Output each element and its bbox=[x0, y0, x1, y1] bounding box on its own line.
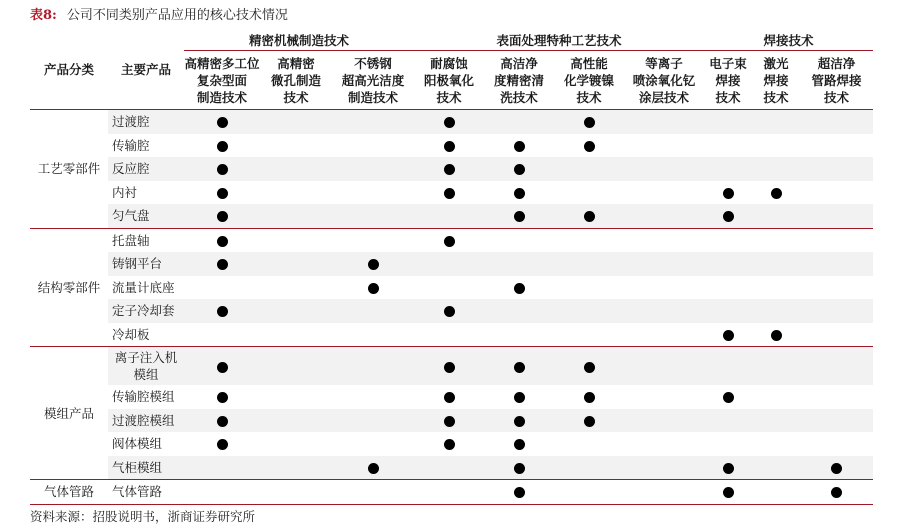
mark-cell bbox=[800, 409, 873, 433]
product-cell: 气体管路 bbox=[108, 480, 184, 505]
mark-cell bbox=[800, 110, 873, 134]
mark-cell bbox=[260, 134, 332, 158]
header-tech-2: 不锈钢 超高光洁度 制造技术 bbox=[332, 51, 414, 110]
mark-cell bbox=[704, 276, 752, 300]
mark-cell bbox=[260, 181, 332, 205]
mark-cell bbox=[484, 432, 554, 456]
applied-dot-icon bbox=[831, 487, 842, 498]
applied-dot-icon bbox=[368, 259, 379, 270]
mark-cell bbox=[554, 204, 624, 228]
mark-cell bbox=[184, 181, 260, 205]
header-tech-5: 高性能 化学镀镍 技术 bbox=[554, 51, 624, 110]
mark-cell bbox=[184, 134, 260, 158]
applied-dot-icon bbox=[217, 259, 228, 270]
mark-cell bbox=[260, 409, 332, 433]
product-cell: 传输腔 bbox=[112, 137, 150, 153]
applied-dot-icon bbox=[217, 362, 228, 373]
applied-dot-icon bbox=[368, 463, 379, 474]
mark-cell bbox=[624, 204, 704, 228]
mark-cell bbox=[260, 480, 332, 505]
mark-cell bbox=[704, 110, 752, 134]
mark-cell bbox=[554, 157, 624, 181]
applied-dot-icon bbox=[514, 188, 525, 199]
mark-cell bbox=[414, 347, 484, 386]
mark-cell bbox=[484, 276, 554, 300]
mark-cell bbox=[414, 228, 484, 252]
applied-dot-icon bbox=[217, 416, 228, 427]
mark-cell bbox=[752, 181, 800, 205]
mark-cell bbox=[624, 409, 704, 433]
mark-cell bbox=[752, 134, 800, 158]
applied-dot-icon bbox=[217, 211, 228, 222]
mark-cell bbox=[260, 204, 332, 228]
mark-cell bbox=[624, 276, 704, 300]
mark-cell bbox=[752, 157, 800, 181]
mark-cell bbox=[752, 480, 800, 505]
applied-dot-icon bbox=[368, 283, 379, 294]
mark-cell bbox=[414, 276, 484, 300]
mark-cell bbox=[260, 385, 332, 409]
table-row bbox=[30, 323, 873, 347]
table-header bbox=[30, 30, 873, 110]
product-cell: 铸钢平台 bbox=[108, 252, 184, 276]
mark-cell bbox=[184, 480, 260, 505]
table-row bbox=[30, 134, 873, 158]
mark-cell bbox=[332, 480, 414, 505]
header-group-machining: 精密机械制造技术 bbox=[184, 30, 414, 51]
mark-cell bbox=[554, 276, 624, 300]
mark-cell bbox=[484, 456, 554, 480]
mark-cell bbox=[624, 480, 704, 505]
mark-cell bbox=[800, 157, 873, 181]
applied-dot-icon bbox=[723, 330, 734, 341]
applied-dot-icon bbox=[217, 392, 228, 403]
applied-dot-icon bbox=[444, 188, 455, 199]
applied-dot-icon bbox=[514, 487, 525, 498]
mark-cell bbox=[704, 456, 752, 480]
mark-cell bbox=[752, 110, 800, 134]
applied-dot-icon bbox=[217, 141, 228, 152]
mark-cell bbox=[704, 228, 752, 252]
mark-cell bbox=[704, 323, 752, 347]
mark-cell bbox=[414, 110, 484, 134]
mark-cell bbox=[184, 456, 260, 480]
mark-cell bbox=[704, 385, 752, 409]
applied-dot-icon bbox=[217, 439, 228, 450]
mark-cell bbox=[800, 299, 873, 323]
mark-cell bbox=[800, 134, 873, 158]
mark-cell bbox=[484, 480, 554, 505]
header-group-surface: 表面处理特种工艺技术 bbox=[414, 30, 704, 51]
table-row bbox=[30, 409, 873, 433]
technology-matrix-table bbox=[30, 30, 873, 505]
mark-cell bbox=[704, 181, 752, 205]
mark-cell bbox=[184, 299, 260, 323]
applied-dot-icon bbox=[514, 211, 525, 222]
applied-dot-icon bbox=[514, 141, 525, 152]
mark-cell bbox=[260, 157, 332, 181]
mark-cell bbox=[554, 323, 624, 347]
header-tech-7: 电子束 焊接 技术 bbox=[704, 51, 752, 110]
product-cell: 过渡腔模组 bbox=[108, 409, 184, 433]
applied-dot-icon bbox=[584, 392, 595, 403]
product-cell: 传输腔模组 bbox=[112, 389, 175, 405]
mark-cell bbox=[414, 181, 484, 205]
applied-dot-icon bbox=[217, 117, 228, 128]
table-row bbox=[30, 276, 873, 300]
applied-dot-icon bbox=[584, 362, 595, 373]
mark-cell bbox=[332, 432, 414, 456]
mark-cell bbox=[752, 276, 800, 300]
applied-dot-icon bbox=[771, 188, 782, 199]
mark-cell bbox=[332, 181, 414, 205]
applied-dot-icon bbox=[723, 463, 734, 474]
mark-cell bbox=[752, 323, 800, 347]
applied-dot-icon bbox=[514, 392, 525, 403]
mark-cell bbox=[414, 204, 484, 228]
header-tech-3: 耐腐蚀 阳极氧化 技术 bbox=[414, 51, 484, 110]
mark-cell bbox=[484, 181, 554, 205]
mark-cell bbox=[752, 299, 800, 323]
mark-cell bbox=[554, 181, 624, 205]
mark-cell bbox=[800, 480, 873, 505]
mark-cell bbox=[414, 299, 484, 323]
mark-cell bbox=[554, 299, 624, 323]
mark-cell bbox=[260, 252, 332, 276]
mark-cell bbox=[752, 432, 800, 456]
mark-cell bbox=[484, 204, 554, 228]
applied-dot-icon bbox=[444, 416, 455, 427]
mark-cell bbox=[414, 323, 484, 347]
mark-cell bbox=[414, 456, 484, 480]
header-tech-6: 等离子 喷涂氧化钇 涂层技术 bbox=[624, 51, 704, 110]
applied-dot-icon bbox=[584, 211, 595, 222]
mark-cell bbox=[260, 432, 332, 456]
mark-cell bbox=[624, 181, 704, 205]
table-row bbox=[30, 228, 873, 252]
applied-dot-icon bbox=[723, 392, 734, 403]
mark-cell bbox=[332, 228, 414, 252]
mark-cell bbox=[704, 157, 752, 181]
mark-cell bbox=[704, 252, 752, 276]
mark-cell bbox=[624, 252, 704, 276]
mark-cell bbox=[752, 456, 800, 480]
mark-cell bbox=[752, 204, 800, 228]
applied-dot-icon bbox=[584, 117, 595, 128]
table-row bbox=[30, 385, 873, 409]
mark-cell bbox=[752, 385, 800, 409]
header-tech-1: 高精密 微孔制造 技术 bbox=[260, 51, 332, 110]
mark-cell bbox=[184, 347, 260, 386]
header-tech-4: 高洁净 度精密清 洗技术 bbox=[484, 51, 554, 110]
mark-cell bbox=[484, 347, 554, 386]
mark-cell bbox=[332, 110, 414, 134]
mark-cell bbox=[800, 323, 873, 347]
product-cell: 离子注入机 模组 bbox=[108, 347, 184, 386]
applied-dot-icon bbox=[514, 164, 525, 175]
mark-cell bbox=[414, 480, 484, 505]
table-row bbox=[30, 347, 873, 386]
mark-cell bbox=[624, 385, 704, 409]
mark-cell bbox=[554, 252, 624, 276]
applied-dot-icon bbox=[217, 306, 228, 317]
mark-cell bbox=[624, 299, 704, 323]
applied-dot-icon bbox=[723, 188, 734, 199]
mark-cell bbox=[484, 157, 554, 181]
mark-cell bbox=[554, 432, 624, 456]
applied-dot-icon bbox=[444, 141, 455, 152]
applied-dot-icon bbox=[444, 392, 455, 403]
table-row bbox=[30, 480, 873, 505]
product-cell: 定子冷却套 bbox=[108, 299, 184, 323]
mark-cell bbox=[414, 134, 484, 158]
table-row bbox=[30, 181, 873, 205]
applied-dot-icon bbox=[514, 463, 525, 474]
mark-cell bbox=[332, 299, 414, 323]
header-group-welding: 焊接技术 bbox=[704, 30, 873, 51]
mark-cell bbox=[752, 409, 800, 433]
mark-cell bbox=[184, 385, 260, 409]
mark-cell bbox=[332, 157, 414, 181]
table-body bbox=[30, 110, 873, 505]
mark-cell bbox=[260, 276, 332, 300]
mark-cell bbox=[752, 228, 800, 252]
source-note: 资料来源：招股说明书，浙商证券研究所 bbox=[30, 509, 256, 524]
product-cell: 匀气盘 bbox=[108, 204, 184, 228]
table-row bbox=[30, 432, 873, 456]
table-caption: 公司不同类别产品应用的核心技术情况 bbox=[66, 8, 288, 23]
mark-cell bbox=[800, 456, 873, 480]
mark-cell bbox=[704, 134, 752, 158]
table-title bbox=[30, 4, 288, 23]
mark-cell bbox=[260, 347, 332, 386]
mark-cell bbox=[332, 134, 414, 158]
mark-cell bbox=[800, 228, 873, 252]
mark-cell bbox=[332, 385, 414, 409]
applied-dot-icon bbox=[217, 164, 228, 175]
mark-cell bbox=[624, 110, 704, 134]
mark-cell bbox=[414, 385, 484, 409]
mark-cell bbox=[184, 204, 260, 228]
mark-cell bbox=[484, 385, 554, 409]
mark-cell bbox=[624, 228, 704, 252]
header-tech-8: 激光 焊接 技术 bbox=[752, 51, 800, 110]
mark-cell bbox=[704, 480, 752, 505]
mark-cell bbox=[624, 157, 704, 181]
mark-cell bbox=[554, 134, 624, 158]
mark-cell bbox=[624, 323, 704, 347]
applied-dot-icon bbox=[831, 463, 842, 474]
mark-cell bbox=[332, 204, 414, 228]
mark-cell bbox=[184, 228, 260, 252]
applied-dot-icon bbox=[444, 306, 455, 317]
category-cell: 模组产品 bbox=[30, 347, 108, 480]
mark-cell bbox=[800, 432, 873, 456]
mark-cell bbox=[624, 347, 704, 386]
mark-cell bbox=[624, 456, 704, 480]
table-row bbox=[30, 110, 873, 134]
mark-cell bbox=[332, 347, 414, 386]
mark-cell bbox=[184, 110, 260, 134]
mark-cell bbox=[554, 347, 624, 386]
mark-cell bbox=[414, 157, 484, 181]
mark-cell bbox=[414, 432, 484, 456]
mark-cell bbox=[484, 323, 554, 347]
mark-cell bbox=[800, 181, 873, 205]
category-cell: 结构零部件 bbox=[30, 228, 108, 347]
applied-dot-icon bbox=[444, 117, 455, 128]
mark-cell bbox=[554, 456, 624, 480]
mark-cell bbox=[484, 409, 554, 433]
mark-cell bbox=[484, 110, 554, 134]
mark-cell bbox=[484, 252, 554, 276]
applied-dot-icon bbox=[444, 362, 455, 373]
mark-cell bbox=[332, 456, 414, 480]
mark-cell bbox=[704, 204, 752, 228]
mark-cell bbox=[260, 456, 332, 480]
mark-cell bbox=[332, 252, 414, 276]
header-tech-0: 高精密多工位 复杂型面 制造技术 bbox=[184, 51, 260, 110]
applied-dot-icon bbox=[514, 283, 525, 294]
mark-cell bbox=[752, 347, 800, 386]
mark-cell bbox=[332, 276, 414, 300]
applied-dot-icon bbox=[771, 330, 782, 341]
product-cell: 冷却板 bbox=[108, 323, 184, 347]
mark-cell bbox=[554, 385, 624, 409]
header-group-row bbox=[30, 30, 873, 51]
table-row bbox=[30, 252, 873, 276]
applied-dot-icon bbox=[217, 188, 228, 199]
applied-dot-icon bbox=[584, 416, 595, 427]
applied-dot-icon bbox=[444, 164, 455, 175]
mark-cell bbox=[704, 409, 752, 433]
header-product: 主要产品 bbox=[108, 30, 184, 110]
product-cell: 阀体模组 bbox=[112, 436, 163, 452]
applied-dot-icon bbox=[217, 236, 228, 247]
product-cell: 气柜模组 bbox=[108, 456, 184, 480]
mark-cell bbox=[800, 385, 873, 409]
mark-cell bbox=[484, 299, 554, 323]
mark-cell bbox=[752, 252, 800, 276]
product-cell: 过渡腔 bbox=[108, 110, 184, 134]
mark-cell bbox=[800, 347, 873, 386]
mark-cell bbox=[260, 299, 332, 323]
header-category: 产品分类 bbox=[30, 30, 108, 110]
mark-cell bbox=[184, 276, 260, 300]
mark-cell bbox=[260, 323, 332, 347]
mark-cell bbox=[484, 228, 554, 252]
mark-cell bbox=[554, 409, 624, 433]
mark-cell bbox=[704, 432, 752, 456]
mark-cell bbox=[800, 276, 873, 300]
mark-cell bbox=[704, 347, 752, 386]
table-row bbox=[30, 204, 873, 228]
product-cell: 流量计底座 bbox=[112, 279, 175, 295]
mark-cell bbox=[554, 480, 624, 505]
mark-cell bbox=[332, 409, 414, 433]
applied-dot-icon bbox=[514, 362, 525, 373]
mark-cell bbox=[624, 432, 704, 456]
product-cell: 托盘轴 bbox=[112, 232, 150, 248]
product-cell: 反应腔 bbox=[108, 157, 184, 181]
mark-cell bbox=[800, 204, 873, 228]
mark-cell bbox=[704, 299, 752, 323]
table-number: 表8: bbox=[30, 8, 57, 23]
mark-cell bbox=[414, 409, 484, 433]
mark-cell bbox=[184, 157, 260, 181]
mark-cell bbox=[800, 252, 873, 276]
applied-dot-icon bbox=[444, 439, 455, 450]
table-row bbox=[30, 456, 873, 480]
mark-cell bbox=[624, 134, 704, 158]
mark-cell bbox=[184, 252, 260, 276]
applied-dot-icon bbox=[584, 141, 595, 152]
mark-cell bbox=[414, 252, 484, 276]
applied-dot-icon bbox=[723, 211, 734, 222]
mark-cell bbox=[260, 228, 332, 252]
header-tech-9: 超洁净 管路焊接 技术 bbox=[800, 51, 873, 110]
category-cell: 气体管路 bbox=[30, 480, 108, 505]
mark-cell bbox=[184, 409, 260, 433]
mark-cell bbox=[332, 323, 414, 347]
mark-cell bbox=[260, 110, 332, 134]
product-cell: 内衬 bbox=[112, 184, 138, 200]
mark-cell bbox=[554, 110, 624, 134]
applied-dot-icon bbox=[444, 236, 455, 247]
mark-cell bbox=[554, 228, 624, 252]
table-row bbox=[30, 157, 873, 181]
mark-cell bbox=[184, 323, 260, 347]
category-cell: 工艺零部件 bbox=[30, 110, 108, 229]
applied-dot-icon bbox=[514, 439, 525, 450]
mark-cell bbox=[184, 432, 260, 456]
table-row bbox=[30, 299, 873, 323]
applied-dot-icon bbox=[723, 487, 734, 498]
applied-dot-icon bbox=[514, 416, 525, 427]
mark-cell bbox=[484, 134, 554, 158]
